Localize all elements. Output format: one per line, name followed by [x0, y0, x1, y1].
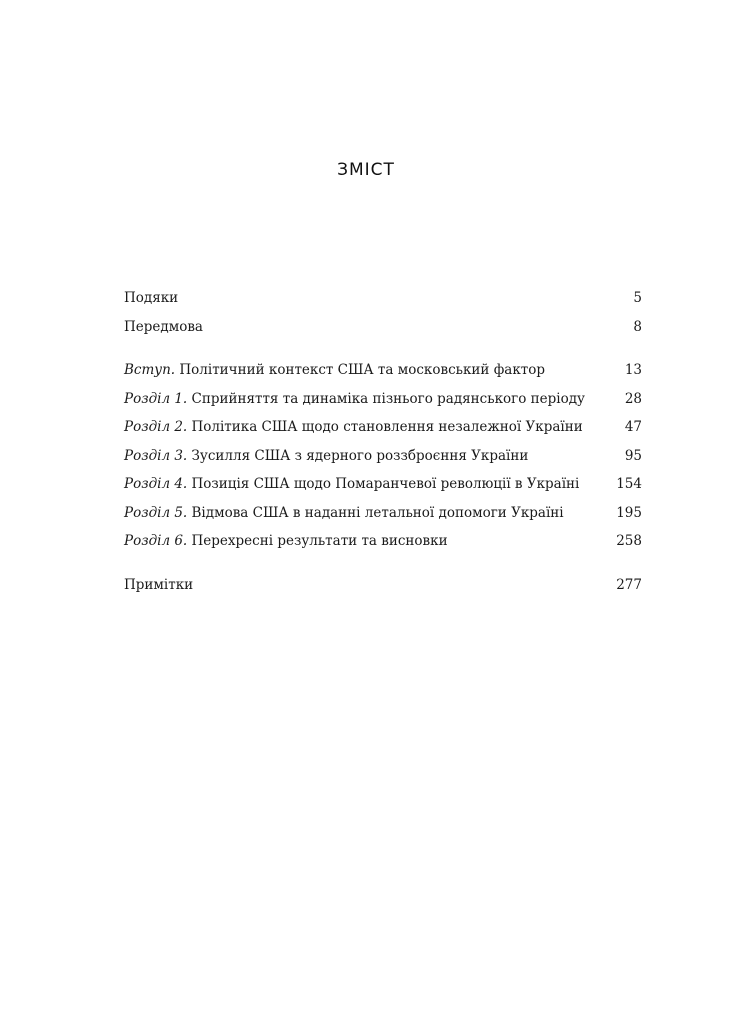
toc-entry-prefix: Розділ 5. [124, 504, 188, 521]
toc-entry-title: Позиція США щодо Помаранчевої революції в Україні [191, 476, 580, 492]
toc-entry-label: Примітки [124, 576, 194, 593]
toc-entry-page: 258 [616, 533, 642, 549]
toc-entry-label [124, 413, 583, 442]
toc-entry-page: 5 [633, 290, 642, 306]
dot-leader [585, 430, 623, 431]
dot-leader [195, 588, 614, 589]
toc-entry-chapter-2[interactable] [124, 413, 642, 442]
toc-entry-title: Перехресні результати та висновки [191, 533, 448, 549]
toc-entry-page: 154 [616, 476, 642, 492]
toc-entry-label [124, 385, 585, 414]
dot-leader [205, 330, 631, 331]
toc-entry-chapter-4[interactable] [124, 470, 642, 499]
toc-entry-acknowledgements[interactable] [124, 284, 642, 313]
toc-entry-foreword[interactable] [124, 313, 642, 342]
toc-entry-chapter-3[interactable] [124, 442, 642, 471]
toc-entry-page: 47 [624, 419, 642, 435]
toc-entry-prefix: Розділ 1. [124, 390, 188, 407]
dot-leader [180, 301, 631, 302]
toc-entry-title: Політичний контекст США та московський фактор [179, 362, 545, 378]
toc-entry-label [124, 527, 448, 556]
toc-entry-prefix: Розділ 6. [124, 533, 188, 549]
dot-leader [530, 459, 622, 460]
page-title: ЗМІСТ [337, 160, 395, 180]
group-spacer [124, 556, 642, 571]
toc-entry-chapter-6[interactable] [124, 527, 642, 556]
toc-entry-label [124, 356, 545, 385]
toc-entry-page: 28 [624, 390, 642, 407]
dot-leader [581, 487, 614, 488]
toc-entry-page: 95 [624, 447, 642, 464]
toc-entry-label [124, 442, 528, 471]
toc-entry-label [124, 470, 579, 499]
toc-entry-title: Політика США щодо становлення незалежної України [191, 419, 583, 435]
group-spacer [124, 341, 642, 356]
dot-leader [566, 516, 615, 517]
toc-entry-page: 8 [633, 318, 642, 335]
toc-entry-page: 195 [616, 504, 642, 521]
toc-entry-prefix: Розділ 3. [124, 447, 188, 464]
toc-entry-label: Передмова [124, 318, 203, 335]
toc-entry-page: 277 [616, 576, 642, 593]
toc-entry-chapter-5[interactable] [124, 499, 642, 528]
toc-entry-prefix: Розділ 2. [124, 419, 188, 435]
toc-entry-title: Відмова США в наданні летальної допомоги Україні [191, 504, 564, 521]
toc-entry-notes[interactable] [124, 571, 642, 600]
toc-entry-page: 13 [624, 362, 642, 378]
toc-entry-prefix: Вступ. [124, 362, 176, 378]
dot-leader [547, 373, 623, 374]
toc-entry-title: Сприйняття та динаміка пізнього радянського періоду [191, 390, 585, 407]
toc-entry-prefix: Розділ 4. [124, 476, 188, 492]
toc-entry-chapter-1[interactable] [124, 385, 642, 414]
toc-entry-title: Зусилля США з ядерного роззброєння України [191, 447, 529, 464]
toc-entry-label: Подяки [124, 290, 179, 306]
dot-leader [587, 402, 623, 403]
table-of-contents [124, 284, 642, 599]
toc-entry-introduction[interactable] [124, 356, 642, 385]
toc-entry-label [124, 499, 564, 528]
dot-leader [450, 544, 615, 545]
